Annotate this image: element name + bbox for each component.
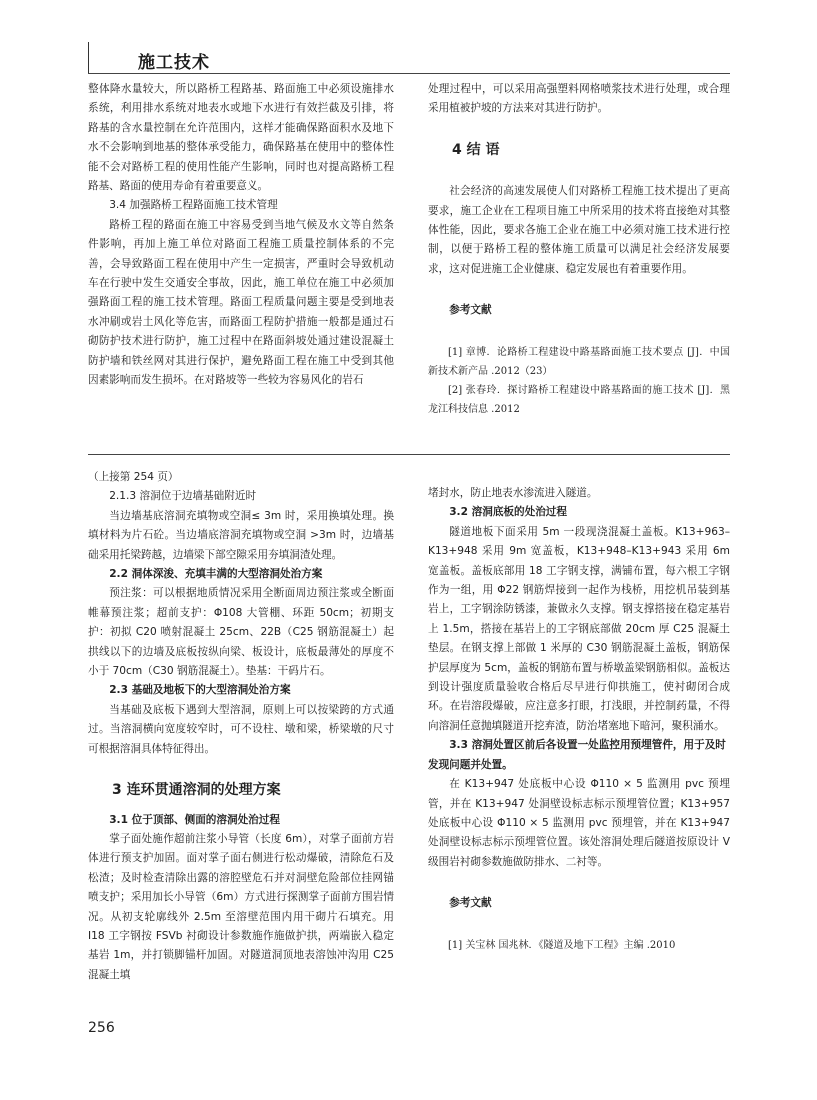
section-heading: 4 结 语 bbox=[452, 141, 500, 158]
section-heading: 2.1.3 溶洞位于边墙基础附近时 bbox=[109, 490, 257, 503]
header-rule bbox=[88, 73, 730, 74]
references-title: 参考文献 bbox=[449, 897, 492, 910]
section-heading: 3.3 溶洞处置区前后各设置一处监控用预埋管件，用于及时发现问题并处置。 bbox=[428, 739, 726, 771]
paragraph: 掌子面处施作超前注浆小导管（长度 6m），对掌子面前方岩体进行预支护加固。面对掌子面右侧进行松动爆破，清除危石及松渣；及时检查清除出露的溶腔壁危石并对洞壁危险部位挂网锚喷支护；采用加长小导管（6m）方式进行探测掌子面前方围岩情况。从初支轮廓线外 2.5m 至溶壁范围内用干砌片石填充。用 I18 工字钢按 FSVb 衬砌设计参数施作施做护拱，两端嵌入稳定基岩 1m，并打锁脚锚杆加固。对隧道洞顶地表溶蚀冲沟用 C25 混凝土填 bbox=[88, 832, 394, 981]
lower-right-column bbox=[428, 484, 730, 955]
upper-right-column bbox=[428, 80, 730, 419]
section-heading: 2.3 基础及地板下的大型溶洞处治方案 bbox=[109, 684, 291, 697]
paragraph: 预注浆：可以根据地质情况采用全断面周边预注浆或全断面帷幕预注浆；超前支护：Φ108 大管棚、环距 50cm；初期支护：初拟 C20 喷射混凝土 25cm、22B（C25 钢筋混凝土）起拱线以下的边墙及底板按纵向梁、板设计，底板最薄处的厚度不小于 70cm（C30 钢筋混凝土）。垫基：干码片石。 bbox=[88, 587, 394, 678]
article-divider bbox=[88, 454, 730, 455]
section-heading: 3.4 加强路桥工程路面施工技术管理 bbox=[109, 199, 278, 212]
references-title: 参考文献 bbox=[449, 304, 492, 317]
paragraph: 当基础及底板下遇到大型溶洞，原则上可以按梁跨的方式通过。当溶洞横向宽度较窄时，可不设柱、墩和梁，桥梁墩的尺寸可根据溶洞具体特征得出。 bbox=[88, 703, 394, 755]
lower-left-column bbox=[88, 468, 394, 985]
section-heading: 3 连环贯通溶洞的处理方案 bbox=[112, 782, 281, 799]
paragraph: 堵封水，防止地表水渗流进入隧道。 bbox=[428, 487, 598, 499]
paragraph: 隧道地板下面采用 5m 一段现浇混凝土盖板。K13+963–K13+948 采用 9m 宽盖板，K13+948–K13+943 采用 6m 宽盖板。盖板底部用 18 工字钢支撑，满铺布置，每六根工字钢作为一组，用 Φ22 钢筋焊接到一起作为栈桥，用挖机吊装到基岩上，工字钢涂防锈漆，兼做永久支撑。钢支撑搭接在稳定基岩上 1.5m，搭接在基岩上的工字钢底部做 20cm 厚 C25 混凝土垫层。在钢支撑上部做 1 米厚的 C30 钢筋混凝土盖板，钢筋保护层厚度为 5cm，盖板的钢筋布置与桥墩盖梁钢筋相似。盖板达到设计强度质量验收合格后尽早进行仰拱施工，使衬砌闭合成环。在岩溶段爆破，应注意多打眼，打浅眼，并控制药量，不得向溶洞任意抛填隧道开挖弃渣，防治堵塞地下暗河，聚积涌水。 bbox=[428, 525, 730, 732]
page-number: 256 bbox=[88, 1020, 115, 1036]
paragraph: 社会经济的高速发展使人们对路桥工程施工技术提出了更高要求，施工企业在工程项目施工中所采用的技术将直接绝对其整体性能，因此，要求各施工企业在施工中必须对施工技术进行控制，以便于路桥工程的整体施工质量可以满足社会经济发展要求，这对促进施工企业健康、稳定发展也有着重要作用。 bbox=[428, 185, 730, 275]
reference-item: [1] 章博．论路桥工程建设中路基路面施工技术要点 [J]．中国新技术新产品 .2012（23） bbox=[428, 346, 730, 377]
paragraph: 处理过程中，可以采用高强塑料网格喷浆技术进行处理，或合理采用植被护坡的方法来对其进行防护。 bbox=[428, 83, 730, 115]
continuation-note: （上接第 254 页） bbox=[88, 471, 179, 483]
reference-item: [2] 张春玲．探讨路桥工程建设中路基路面的施工技术 [J]．黑龙江科技信息 .2012 bbox=[428, 384, 730, 415]
section-header: 施工技术 bbox=[138, 53, 210, 73]
section-heading: 3.2 溶洞底板的处治过程 bbox=[449, 506, 567, 519]
reference-item: [1] 关宝林 国兆林．《隧道及地下工程》主编 .2010 bbox=[448, 939, 676, 951]
paragraph: 在 K13+947 处底板中心设 Φ110 × 5 监测用 pvc 预埋管，并在 K13+947 处洞壁设标志标示预埋管位置；K13+957 处底板中心设 Φ110 × 5 监测用 pvc 预埋管，并在 K13+947 处洞壁设标志标示预埋管位置。该处溶洞处理后隧道按原设计 V 级围岩衬砌参数施做防排水、二衬等。 bbox=[428, 778, 730, 868]
paragraph: 整体降水量较大，所以路桥工程路基、路面施工中必须设施排水系统，利用排水系统对地表水或地下水进行有效拦截及引排，将路基的含水量控制在允许范围内，这样才能确保路面积水及地下水不会影响到地基的整体承受能力，确保路基在使用中的整体性能不会对路桥工程的使用性能产生影响，同时也对提高路桥工程路基、路面的使用寿命有着重要意义。 bbox=[88, 83, 394, 193]
paragraph: 路桥工程的路面在施工中容易受到当地气候及水文等自然条件影响，再加上施工单位对路面工程施工质量控制体系的不完善，会导致路面工程在使用中产生一定损害，严重时会导致机动车在行驶中发生交通安全事故，因此，施工单位在施工中必须加强路面工程的施工技术管理。路面工程质量问题主要是受到地表水冲刷或岩土风化等危害，而路面工程防护措施一般都是通过石砌防护技术进行防护，施工过程中在路面斜坡处通过建设混凝土防护墙和铁丝网对其进行保护，避免路面工程在施工中受到其他因素影响而发生损坏。在对路坡等一些较为容易风化的岩石 bbox=[88, 218, 394, 387]
header-bar bbox=[88, 42, 89, 74]
section-heading: 2.2 洞体深浚、充填丰满的大型溶洞处治方案 bbox=[109, 568, 323, 581]
paragraph: 当边墙基底溶洞充填物或空洞≤ 3m 时，采用换填处理。换填材料为片石砼。当边墙底溶洞充填物或空洞 >3m 时，边墙基础采用托梁跨越，边墙梁下部空隙采用夯填洞渣处理。 bbox=[88, 509, 394, 561]
section-heading: 3.1 位于顶部、侧面的溶洞处治过程 bbox=[109, 813, 280, 826]
upper-left-column bbox=[88, 80, 394, 391]
